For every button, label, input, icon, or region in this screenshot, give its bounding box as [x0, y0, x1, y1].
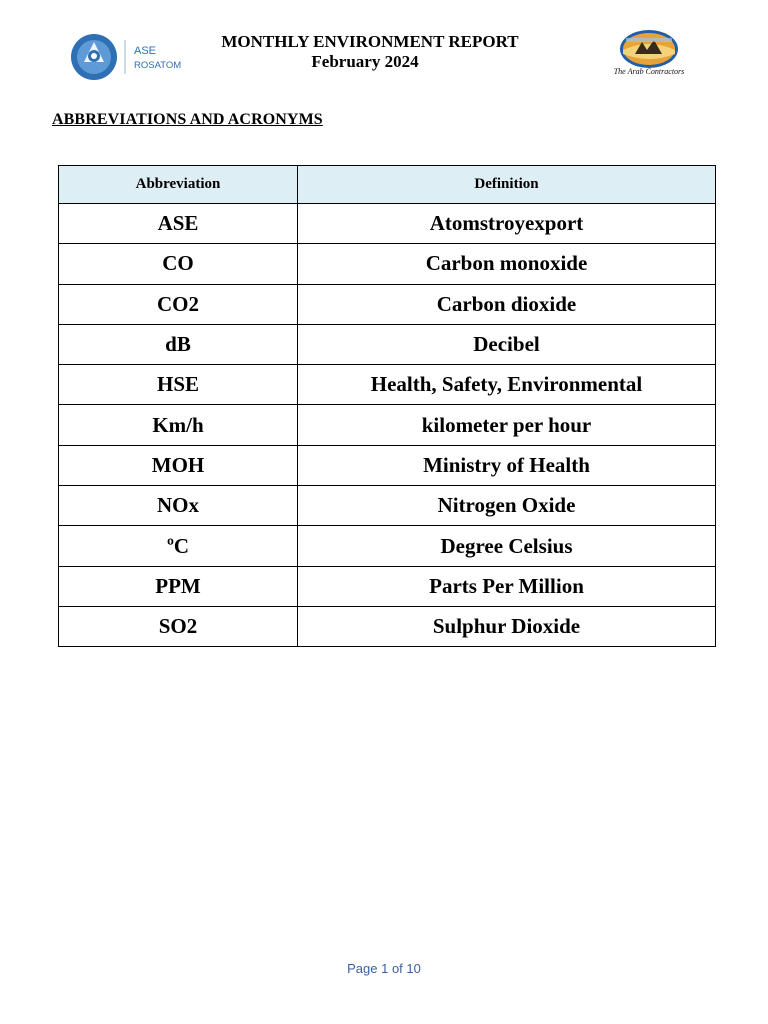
- abbr-cell: dB: [59, 324, 298, 364]
- table-row: [59, 204, 716, 244]
- table-row: [59, 486, 716, 526]
- definition-cell: Degree Celsius: [298, 526, 716, 566]
- section-heading: ABBREVIATIONS AND ACRONYMS: [52, 111, 323, 128]
- abbr-cell: NOx: [59, 486, 298, 526]
- abbr-cell: HSE: [59, 365, 298, 405]
- definition-cell: Carbon dioxide: [298, 284, 716, 324]
- logo-ase-text: ASE: [134, 45, 157, 57]
- logo-caption: The Arab Contractors: [613, 67, 685, 76]
- definition-cell: kilometer per hour: [298, 405, 716, 445]
- table-row: [59, 405, 716, 445]
- definition-cell: Carbon monoxide: [298, 244, 716, 284]
- table-row: [59, 324, 716, 364]
- definition-cell: Decibel: [298, 324, 716, 364]
- abbr-cell: MOH: [59, 445, 298, 485]
- table-row: [59, 606, 716, 646]
- table-header-row: [59, 166, 716, 204]
- abbr-cell: SO2: [59, 606, 298, 646]
- definition-cell: Nitrogen Oxide: [298, 486, 716, 526]
- arab-contractors-logo-icon: [602, 28, 696, 78]
- definition-cell: Health, Safety, Environmental: [298, 365, 716, 405]
- table-row: [59, 526, 716, 566]
- column-header-abbreviation: Abbreviation: [59, 166, 298, 204]
- table-row: [59, 566, 716, 606]
- abbr-cell: ºC: [59, 526, 298, 566]
- abbr-cell: ASE: [59, 204, 298, 244]
- column-header-definition: Definition: [298, 166, 716, 204]
- abbreviations-table: [58, 165, 716, 647]
- report-date: February 2024: [311, 52, 419, 71]
- definition-cell: Atomstroyexport: [298, 204, 716, 244]
- definition-cell: Ministry of Health: [298, 445, 716, 485]
- report-title-block: [170, 32, 570, 72]
- abbr-cell: CO: [59, 244, 298, 284]
- report-title: MONTHLY ENVIRONMENT REPORT: [221, 32, 519, 51]
- abbr-cell: PPM: [59, 566, 298, 606]
- logo-rosatom-text: ROSATOM: [134, 60, 182, 71]
- table-row: [59, 365, 716, 405]
- abbr-cell: CO2: [59, 284, 298, 324]
- table-row: [59, 244, 716, 284]
- table-row: [59, 445, 716, 485]
- table-row: [59, 284, 716, 324]
- page-number: Page 1 of 10: [347, 961, 421, 976]
- definition-cell: Sulphur Dioxide: [298, 606, 716, 646]
- definition-cell: Parts Per Million: [298, 566, 716, 606]
- abbr-cell: Km/h: [59, 405, 298, 445]
